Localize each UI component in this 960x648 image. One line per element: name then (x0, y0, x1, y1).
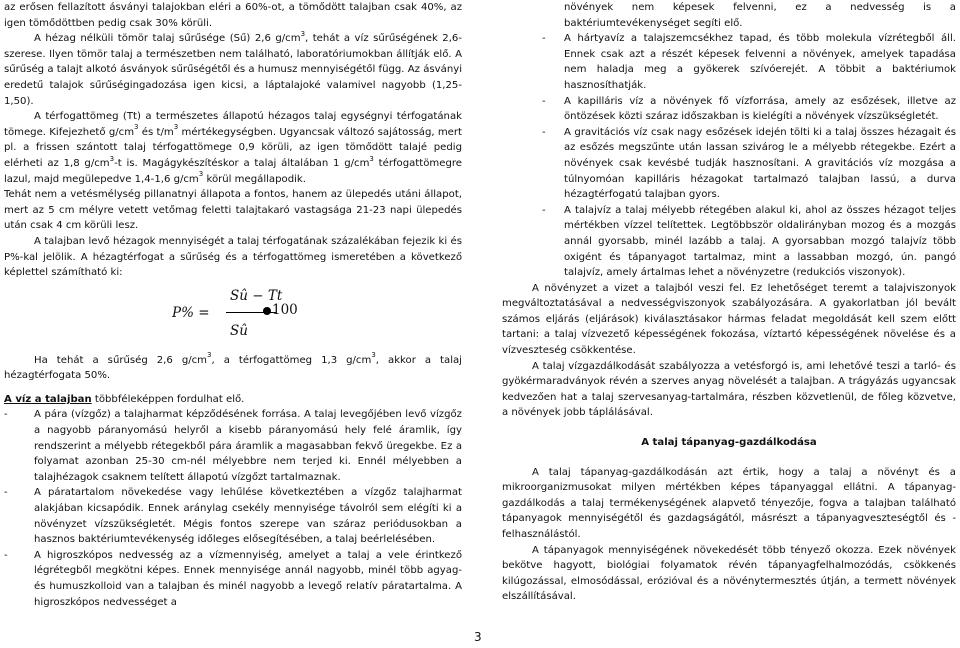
left-column (4, 0, 462, 630)
paragraph: A tápanyagok mennyiségének növekedését több tényező okozza. Ezek növények bekötve hagyott, biológiai folyamatok révén tápanyagfelhalmozódás, csökkenés kilúgozással, elmosódással, erózióval és a növénytermesztés útján, a termett növények elszállításával. (502, 544, 956, 603)
list-item: - A higroszkópos nedvesség az a vízmennyiség, amelyet a talaj a vele érintkező légrétegből megkötni képes. Ennek mennyisége annál nagyobb, minél több agyag- és humuszkolloid van a talajban és minél nagyobb a levegő relatív páratartalma. A higroszkópos nedvességet a (4, 549, 462, 608)
formula-hundred: 100 (272, 301, 298, 318)
list-item: - A páratartalom növekedése vagy lehűlése következtében a vízgőz talajharmat alakjában kicsapódik. Ennek aránylag csekély mennyisége távolról sem elégíti ki a növényzet vízszükségletét. Mégis fontos szerepe van száraz periódusokban a hasznos baktériumtevékenység időleges elősegítésében, a talaj beérlelésében. (4, 487, 462, 546)
list-item: - A gravitációs víz csak nagy esőzések idején tölti ki a talaj összes hézagait és az esőzés megszűnte után lassan szivárog le a mélyebb rétegekbe. Ezért a növények csak kevésbé tudják hasznosítani. A gravitációs víz mozgása a túlnyomóan kapilláris hézagokat tartalmazó talajban lassú, a durva hézagtérfogatú talajban gyors. (542, 126, 956, 201)
list-item-continued: növények nem képesek felvenni, ez a nedvesség is a baktériumtevékenységet segíti elő. (564, 2, 956, 29)
page-number: 3 (474, 630, 482, 644)
paragraph: A hézag nélküli tömör talaj sűrűsége (Sű) 2,6 $g/cm^3$, tehát a víz sűrűségének 2,6-szerese. Ilyen tömör talaj a természetben nem található, laboratóriumokban állítják elő. A sűrűség a talajt alkotó ásványok sűrűségétől és a humusz mennyiségétől függ. Az ásványi eredetű talajok sűrűségingadozása igen kicsi, a láptalajoké valamivel nagyobb (1,25-1,50). (4, 29, 462, 107)
formula-lhs: P% = (172, 304, 210, 321)
list-item: - A kapilláris víz a növények fő vízforrása, amely az esőzések, illetve az öntözések közti száraz időszakban is kielégíti a növények vízszükségletét. (542, 95, 956, 123)
right-column (502, 0, 956, 630)
paragraph: A térfogattömeg (Tt) a természetes állapotú hézagos talaj egységnyi térfogatának tömege. Kifejezhető $g/cm^3$ és $t/m^3$ mértékegységben. Ugyancsak változó sajátosság, mert pl. a frissen szántott talaj térfogattömege 0,9 körüli, az igen tömődött talajé pedig elérheti az 1,8 $g/cm^3-t$ is. Magágykészítéskor a talaj általában 1 $g/cm^3$ térfogattömegre lazul, majd megülepedve 1,4-1,6 $g/cm^3$ körül megállapodik. (4, 111, 462, 185)
paragraph: az erősen fellazított ásványi talajokban eléri a 60%-ot, a tömődött talajban csak 40%, az igen tömődöttben pedig csak 30% körüli. (4, 2, 462, 29)
section-heading: A talaj tápanyag-gazdálkodása (641, 437, 817, 449)
list-item: - A talajvíz a talaj mélyebb rétegében alakul ki, ahol az összes hézagot teljes mértékben vízzel telítettek. Legtöbbször oldalirányban mozog és a mozgás annál gyorsabb, minél lazább a talaj. A gyorsabban mozgó talajvíz több oxigént és tápanyagot tartalmaz, mint a lassabban mozgó, ún. pangó talajvíz, amely ártalmas lehet a növényzetre (redukciós viszonyok). (542, 204, 956, 279)
paragraph: Ha tehát a sűrűség 2,6 $g/cm^3$, a térfogattömeg 1,3 $g/cm^3$, akkor a talaj hézagtérfogata 50%. (4, 351, 462, 382)
formula-denominator: Sû (230, 322, 248, 339)
paragraph: A talajban levő hézagok mennyiségét a talaj térfogatának százalékában fejezik ki és P%-kal jelölik. A hézagtérfogat a sűrűség és a térfogattömeg ismeretében a következő képlettel számítható ki: (4, 235, 462, 279)
paragraph: Tehát nem a vetésmélység pillanatnyi állapota a fontos, hanem az ülepedés utáni állapot, mert az 5 cm mélyre vetett vetőmag feletti talajtakaró vastagsága 21-23 napi ülepedés után csak 4 cm körüli lesz. (4, 189, 462, 232)
paragraph: A víz a talajban többféleképpen fordulhat elő. (4, 393, 245, 405)
multiply-dot-icon (263, 307, 271, 315)
paragraph: A talaj tápanyag-gazdálkodásán azt értik, hogy a talaj a növényt és a mikroorganizmusokat milyen mértékben képes tápanyaggal ellátni. A tápanyag-gazdálkodás a talaj termékenységének alapvető tényezője, fogva a talajban található tápanyagok mennyiségétől és gazdagságától, másrészt a tápanyagveszteségtől és -felhasználástól. (502, 466, 956, 540)
list-item: - A pára (vízgőz) a talajharmat képződésének forrása. A talaj levegőjében levő vízgőz a nagyobb páranyomású helyről a kisebb páranyomású hely felé áramlik, így rendszerint a mélyebb rétegekből pára áramlik a magasabban fekvő üregekbe. Ez a folyamat azonban 25-30 cm-nél mélyebbre nem terjed ki. Ennél mélyebben a talajhézagok csaknem telített állapotú vízgőzt tartalmaznak. (4, 409, 462, 483)
porosity-formula (4, 283, 462, 349)
paragraph: A talaj vízgazdálkodását szabályozza a vetésforgó is, ami lehetővé teszi a tarló- és gyökérmaradványok révén a szerves anyag növelését a talajban. A trágyázás ugyancsak kedvezően hat a talaj szervesanyag-tartalmára, részben közvetlenül, de főleg közvetve, a növények jobb táplálásával. (502, 360, 956, 419)
water-title: A víz a talajban (4, 393, 92, 405)
paragraph: A növényzet a vizet a talajból veszi fel. Ez lehetőséget teremt a talajviszonyok megváltoztatásával a nedvességviszonyok szabályozására. A gyakorlatban jól bevált számos eljárás (eljárások) kiválasztásakor hármas feladat megoldását kell szem előtt tartani: a talaj vízvezető képességének fokozása, víztartó képességének növelése és a vízveszteség csökkentése. (502, 282, 956, 357)
list-item: - A hártyavíz a talajszemcsékhez tapad, és több molekula vízrétegből áll. Ennek csak azt a részét képesek felvenni a növények, amelyek tapadása nem haladja meg a gyökerek szívóerejét. A többit a baktériumok hasznosíthatják. (542, 33, 956, 91)
formula-numerator: Sû − Tt (230, 287, 283, 304)
